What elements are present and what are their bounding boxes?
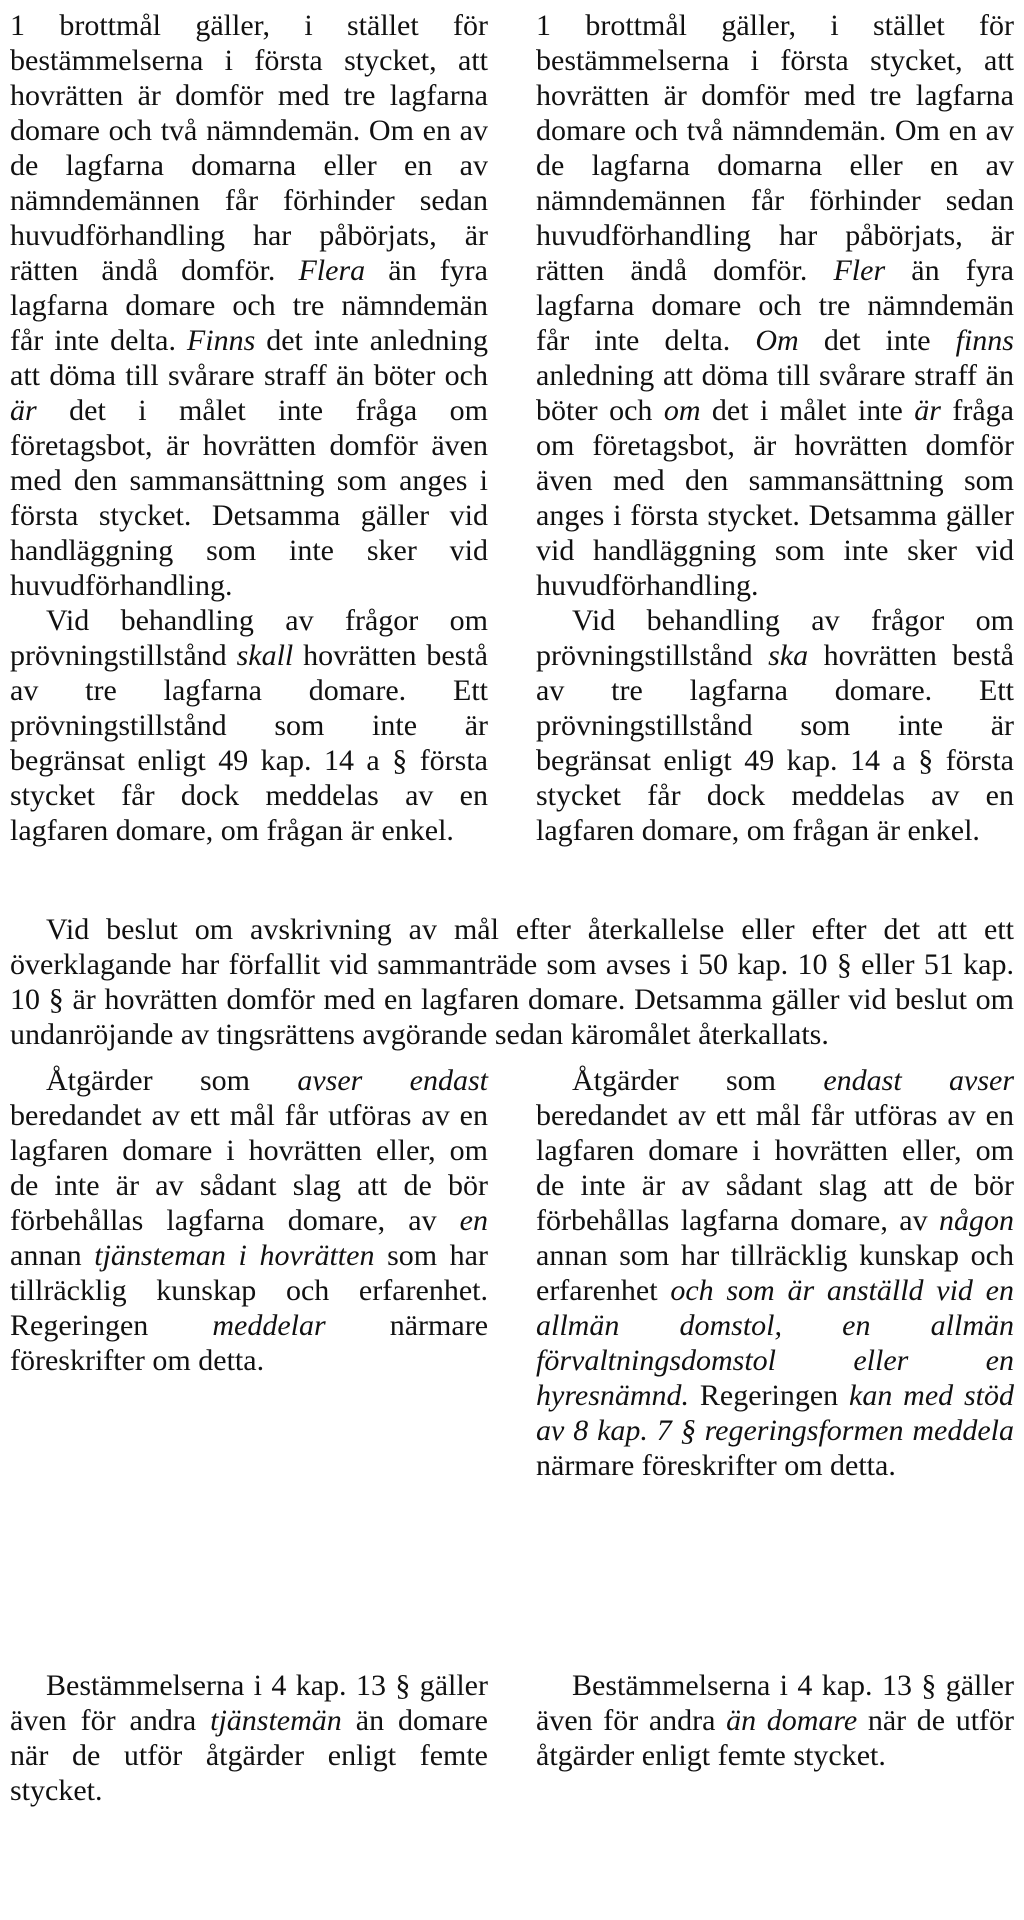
italic-text-run: skall bbox=[236, 639, 294, 672]
italic-text-run: Finns bbox=[186, 324, 256, 357]
italic-text-run: tjänsteman i hovrätten bbox=[94, 1239, 375, 1272]
text-run: än fyra lagfarna domare och tre nämndemän får inte delta. bbox=[536, 254, 1014, 357]
text-run: beredandet av ett mål får utföras av en lagfaren domare i hovrätten eller, om de inte är av sådant slag att de bör förbehållas lagfarna domare, av bbox=[10, 1099, 488, 1237]
full-width-paragraph bbox=[10, 912, 1014, 1052]
italic-text-run: avser endast bbox=[297, 1064, 489, 1097]
italic-text-run: är bbox=[914, 394, 941, 427]
paragraph bbox=[10, 603, 488, 848]
left-column bbox=[10, 1668, 488, 1808]
text-run: fråga om företagsbot, är hovrätten domför även med den sammansättning som anges i första stycket. Detsamma gäller vid handläggning som inte sker vid huvudförhandling. bbox=[536, 394, 1014, 602]
text-run: Bestämmelserna i 4 kap. 13 § gäller även för andra bbox=[10, 1669, 488, 1737]
text-run: beredandet av ett mål får utföras av en lagfaren domare i hovrätten eller, om de inte är av sådant slag att de bör förbehållas lagfarna domare, av bbox=[536, 1099, 1014, 1237]
paragraph bbox=[536, 603, 1014, 848]
italic-text-run: Fler bbox=[833, 254, 886, 287]
right-column bbox=[536, 8, 1014, 848]
text-run: Vid behandling av frågor om prövningstillstånd bbox=[10, 604, 488, 672]
italic-text-run: Flera bbox=[298, 254, 366, 287]
paragraph bbox=[536, 1063, 1014, 1483]
comparison-row-2 bbox=[10, 1063, 1014, 1483]
paragraph bbox=[10, 912, 1014, 1052]
text-run: som har tillräcklig kunskap och erfarenhet. Regeringen bbox=[10, 1239, 488, 1342]
italic-text-run: ska bbox=[768, 639, 809, 672]
text-run: Åtgärder som bbox=[572, 1064, 824, 1097]
left-column bbox=[10, 8, 488, 848]
italic-text-run: finns bbox=[955, 324, 1014, 357]
text-run: än domare när de utför åtgärder enligt femte stycket. bbox=[10, 1704, 488, 1807]
right-column bbox=[536, 1668, 1014, 1808]
italic-text-run: om bbox=[663, 394, 701, 427]
text-run: närmare föreskrifter om detta. bbox=[10, 1309, 489, 1377]
italic-text-run: endast avser bbox=[823, 1064, 1015, 1097]
right-column bbox=[536, 1063, 1014, 1483]
text-run: hovrätten bestå av tre lagfarna domare. Ett prövningstillstånd som inte är begränsat enligt 49 kap. 14 a § första stycket får dock meddelas av en lagfaren domare, om frågan är enkel. bbox=[10, 639, 488, 847]
paragraph bbox=[10, 1668, 488, 1808]
text-run: närmare föreskrifter om detta. bbox=[536, 1449, 896, 1482]
text-run: Regeringen bbox=[689, 1379, 850, 1412]
text-run: när de utför åtgärder enligt femte stycket. bbox=[536, 1704, 1015, 1772]
paragraph bbox=[536, 1668, 1014, 1773]
italic-text-run: någon bbox=[939, 1204, 1014, 1237]
comparison-row-1 bbox=[10, 8, 1014, 848]
text-run: 1 brottmål gäller, i stället för bestämmelserna i första stycket, att hovrätten är domför med tre lagfarna domare och två nämndemän. Om en av de lagfarna domarna eller en av nämndemännen får förhinder sedan huvudförhandling har påbörjats, är rätten ändå domför. bbox=[10, 9, 488, 287]
text-run: det inte bbox=[798, 324, 956, 357]
text-run: hovrätten bestå av tre lagfarna domare. Ett prövningstillstånd som inte är begränsat enligt 49 kap. 14 a § första stycket får dock meddelas av en lagfaren domare, om frågan är enkel. bbox=[536, 639, 1014, 847]
text-run: Vid beslut om avskrivning av mål efter återkallelse eller efter det att ett överklagande har förfallit vid sammanträde som avses i 50 kap. 10 § eller 51 kap. 10 § är hovrätten domför med en lagfaren domare. Detsamma gäller vid beslut om undanröjande av tingsrättens avgörande sedan käromålet återkallats. bbox=[10, 913, 1014, 1051]
text-run: Vid behandling av frågor om prövningstillstånd bbox=[536, 604, 1014, 672]
text-run: 1 brottmål gäller, i stället för bestämmelserna i första stycket, att hovrätten är domför med tre lagfarna domare och två nämndemän. Om en av de lagfarna domarna eller en av nämndemännen får förhinder sedan huvudförhandling har påbörjats, är rätten ändå domför. bbox=[536, 9, 1014, 287]
text-run: Bestämmelserna i 4 kap. 13 § gäller även för andra bbox=[536, 1669, 1014, 1737]
left-column bbox=[10, 1063, 488, 1483]
italic-text-run: en bbox=[459, 1204, 488, 1237]
paragraph bbox=[536, 8, 1014, 603]
italic-text-run: meddelar bbox=[212, 1309, 326, 1342]
italic-text-run: är bbox=[10, 394, 37, 427]
text-run: anledning att döma till svårare straff än böter och bbox=[536, 359, 1014, 427]
italic-text-run: än domare bbox=[726, 1704, 858, 1737]
paragraph bbox=[10, 8, 488, 603]
text-run: det inte anledning att döma till svårare straff än böter och bbox=[10, 324, 488, 392]
italic-text-run: och som är anställd vid en allmän domstol, en allmän förvaltningsdomstol eller en hyresnämnd. bbox=[536, 1274, 1014, 1412]
text-run: annan som har tillräcklig kunskap och erfarenhet bbox=[536, 1239, 1014, 1307]
text-run: det i målet inte fråga om företagsbot, är hovrätten domför även med den sammansättning som anges i första stycket. Detsamma gäller vid handläggning som inte sker vid huvudförhandling. bbox=[10, 394, 488, 602]
italic-text-run: tjänstemän bbox=[210, 1704, 342, 1737]
italic-text-run: kan med stöd av 8 kap. 7 § regeringsformen meddela bbox=[536, 1379, 1015, 1447]
text-run: annan bbox=[10, 1239, 95, 1272]
italic-text-run: Om bbox=[755, 324, 799, 357]
text-run: än fyra lagfarna domare och tre nämndemän får inte delta. bbox=[10, 254, 488, 357]
text-run: Åtgärder som bbox=[46, 1064, 298, 1097]
paragraph bbox=[10, 1063, 488, 1378]
text-run: det i målet inte bbox=[700, 394, 915, 427]
comparison-row-3 bbox=[10, 1668, 1014, 1808]
